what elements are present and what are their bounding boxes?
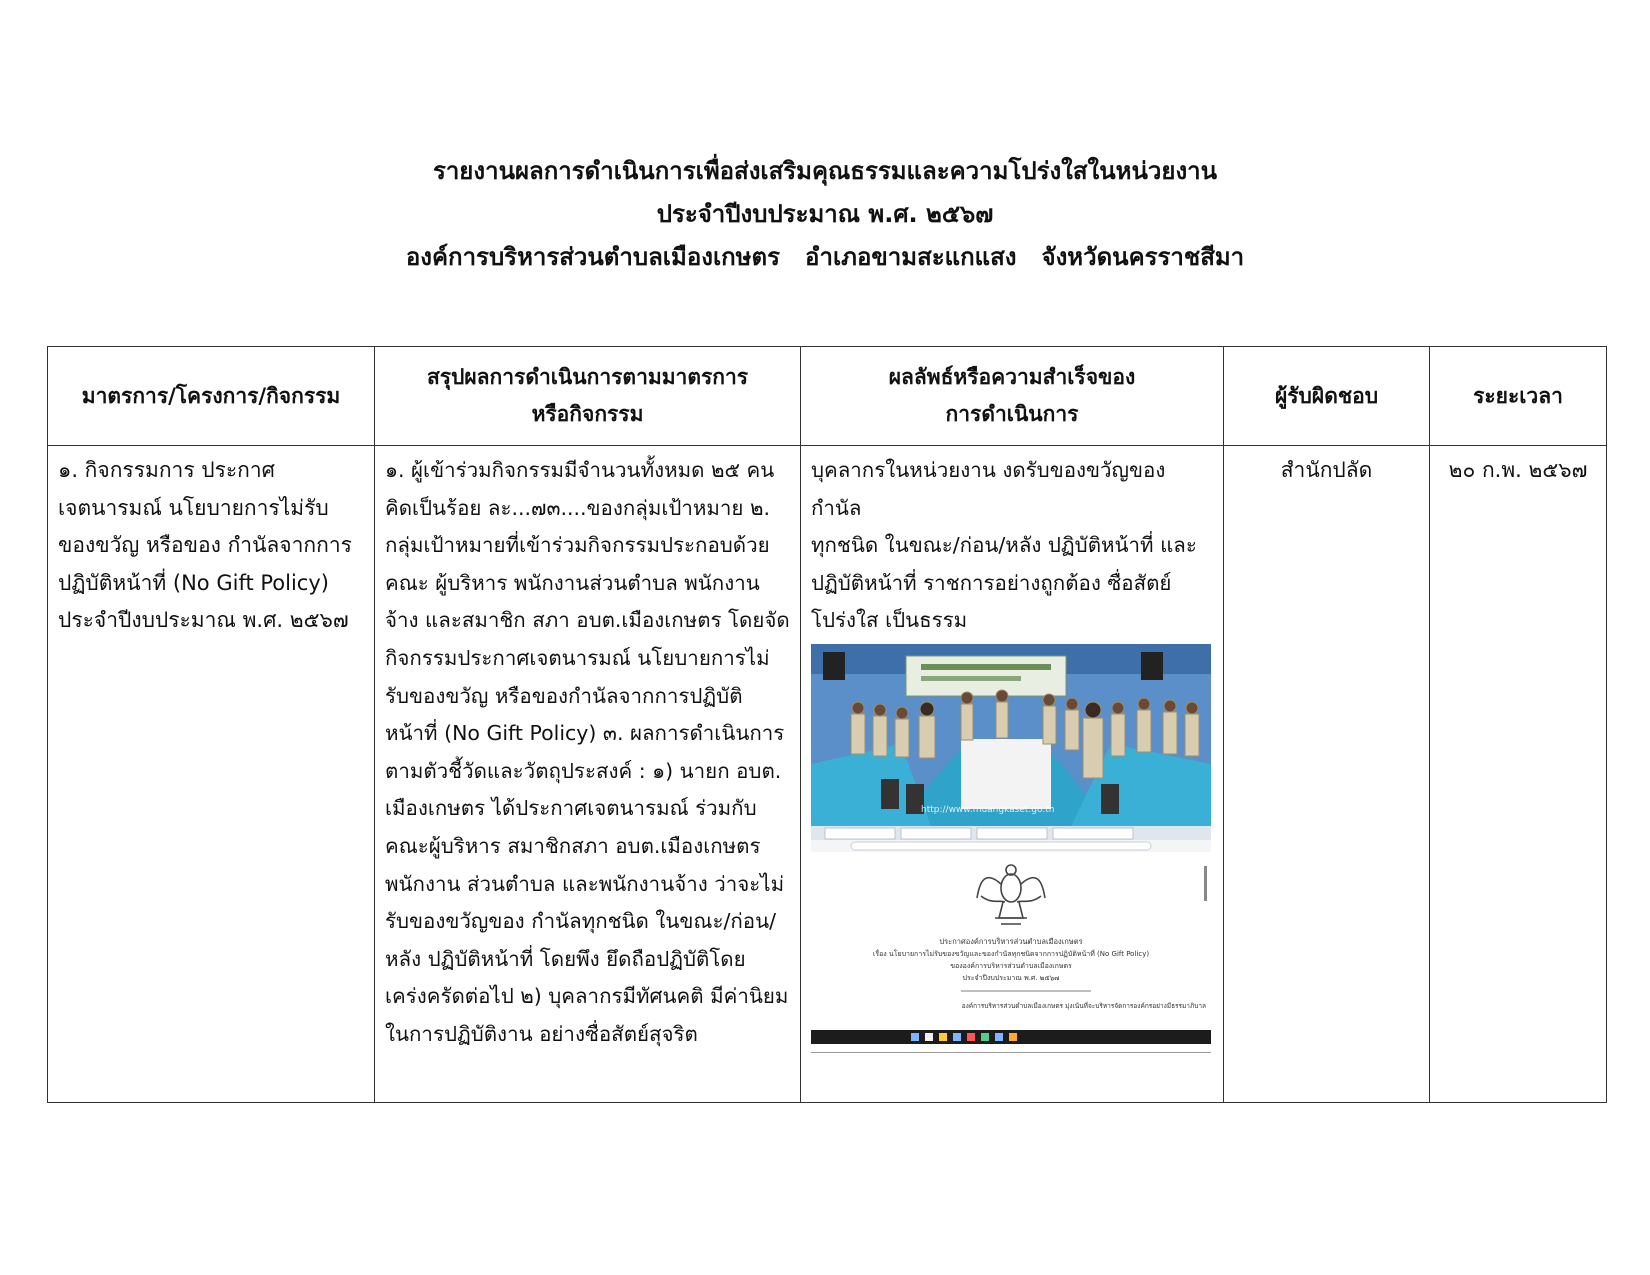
report-table xyxy=(47,346,1607,1103)
cell-period: ๒๐ ก.พ. ๒๕๖๗ xyxy=(1430,446,1607,1103)
cell-measure: ๑. กิจกรรมการ ประกาศ เจตนารมณ์ นโยบายการไม่รับ ของขวัญ หรือของ กำนัลจากการ ปฏิบัติหน้าที่ (No Gift Policy) ประจำปีงบประมาณ พ.ศ. ๒๕๖๗ xyxy=(48,446,375,1103)
announcement-line-5: องค์การบริหารส่วนตำบลเมืองเกษตร มุ่งเน้นที่จะบริหารจัดการองค์กรอย่างมีธรรมาภิบาล xyxy=(961,1001,1206,1010)
header-result: ผลลัพธ์หรือความสำเร็จของ การดำเนินการ xyxy=(801,347,1224,446)
cell-result: บุคลากรในหน่วยงาน งดรับของขวัญของกำนัล ทุกชนิด ในขณะ/ก่อน/หลัง ปฏิบัติหน้าที่ และ ปฏิบัติหน้าที่ ราชการอย่างถูกต้อง ซื่อสัตย์ โปร่งใส เป็นธรรม http://www.muangkaset.go.th ประกาศองค์การบริหารส่วนตำบลเมืองเกษตร เรื่อง นโยบายการไม่รับของขวัญและของกำนัลทุกชนิดจากการปฏิบัติหน้าที่ (No Gift Policy) ขององค์การบริหารส่วนตำบลเมืองเกษตร ประจำปีงบประมาณ พ.ศ. ๒๕๖๗ องค์การบริหารส่วนตำบลเมืองเกษตร มุ่งเน้นที่จะบริหารจัดการองค์กรอย่างมีธรรมาภิบาล xyxy=(801,446,1224,1103)
photo-watermark: http://www.muangkaset.go.th xyxy=(921,804,1055,815)
cell-responsible: สำนักปลัด xyxy=(1224,446,1430,1103)
title-line-3: องค์การบริหารส่วนตำบลเมืองเกษตร อำเภอขามสะแกแสง จังหวัดนครราชสีมา xyxy=(405,243,1245,271)
cell-summary: ๑. ผู้เข้าร่วมกิจกรรมมีจำนวนทั้งหมด ๒๕ คน คิดเป็นร้อย ละ...๗๓....ของกลุ่มเป้าหมาย ๒. กลุ่มเป้าหมายที่เข้าร่วมกิจกรรมประกอบด้วย คณะ ผู้บริหาร พนักงานส่วนตำบล พนักงาน จ้าง และสมาชิก สภา อบต.เมืองเกษตร โดยจัด กิจกรรมประกาศเจตนารมณ์ นโยบายการไม่ รับของขวัญ หรือของกำนัลจากการปฏิบัติ หน้าที่ (No Gift Policy) ๓. ผลการดำเนินการ ตามตัวชี้วัดและวัตถุประสงค์ : ๑) นายก อบต. เมืองเกษตร ได้ประกาศเจตนารมณ์ ร่วมกับ คณะผู้บริหาร สมาชิกสภา อบต.เมืองเกษตร พนักงาน ส่วนตำบล และพนักงานจ้าง ว่าจะไม่ รับของขวัญของ กำนัลทุกชนิด ในขณะ/ก่อน/ หลัง ปฏิบัติหน้าที่ โดยพึง ยึดถือปฏิบัติโดย เคร่งครัดต่อไป ๒) บุคลากรมีทัศนคติ มีค่านิยม ในการปฏิบัติงาน อย่างซื่อสัตย์สุจริต xyxy=(375,446,801,1103)
report-title xyxy=(0,150,1650,279)
table-header-row xyxy=(48,347,1607,446)
browser-screenshot-illustration xyxy=(811,826,1211,1052)
header-measure: มาตรการ/โครงการ/กิจกรรม xyxy=(48,347,375,446)
event-photo-illustration xyxy=(811,644,1211,826)
announcement-line-2: เรื่อง นโยบายการไม่รับของขวัญและของกำนัลทุกชนิดจากการปฏิบัติหน้าที่ (No Gift Policy) xyxy=(872,949,1150,958)
evidence-images xyxy=(811,644,1211,1053)
event-photo xyxy=(811,644,1211,826)
header-responsible: ผู้รับผิดชอบ xyxy=(1224,347,1430,446)
browser-screenshot xyxy=(811,826,1211,1053)
header-period: ระยะเวลา xyxy=(1430,347,1607,446)
title-line-2: ประจำปีงบประมาณ พ.ศ. ๒๕๖๗ xyxy=(656,200,994,228)
announcement-line-4: ประจำปีงบประมาณ พ.ศ. ๒๕๖๗ xyxy=(962,973,1060,982)
announcement-line-3: ขององค์การบริหารส่วนตำบลเมืองเกษตร xyxy=(950,961,1072,970)
title-line-1: รายงานผลการดำเนินการเพื่อส่งเสริมคุณธรรมและความโปร่งใสในหน่วยงาน xyxy=(432,157,1218,185)
announcement-line-1: ประกาศองค์การบริหารส่วนตำบลเมืองเกษตร xyxy=(939,936,1083,946)
header-summary: สรุปผลการดำเนินการตามมาตรการ หรือกิจกรรม xyxy=(375,347,801,446)
table-row xyxy=(48,446,1607,1103)
